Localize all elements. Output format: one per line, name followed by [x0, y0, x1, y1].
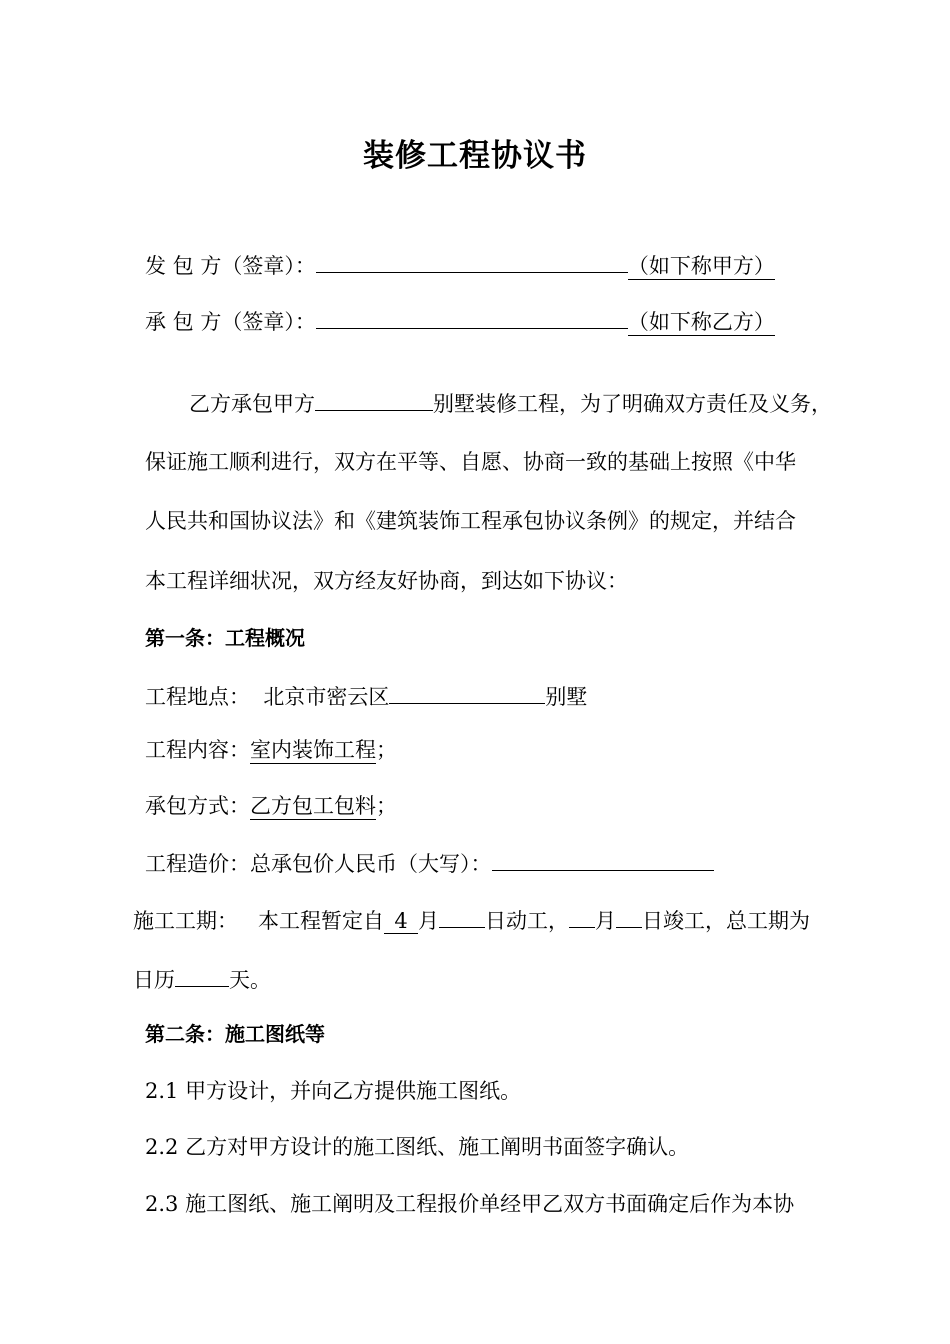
article-1-heading: 第一条：工程概况 — [145, 626, 305, 650]
article-2-heading: 第二条：施工图纸等 — [145, 1022, 325, 1046]
period-text: 日历 — [133, 968, 175, 992]
method-row — [145, 792, 397, 820]
content-label: 工程内容： — [145, 738, 250, 762]
location-suffix: 别墅 — [545, 685, 588, 709]
intro-line-3: 人民共和国协议法》和《建筑装饰工程承包协议条例》的规定，并结合 — [145, 509, 796, 533]
client-signature-blank[interactable] — [316, 250, 628, 273]
contractor-party-row — [145, 306, 775, 336]
cost-blank[interactable] — [492, 848, 714, 871]
period-row-2 — [133, 964, 271, 994]
intro-line-4: 本工程详细状况，双方经友好协商，到达如下协议： — [145, 569, 628, 593]
cost-row — [145, 848, 714, 878]
period-text: 月 — [595, 909, 617, 933]
location-row — [145, 681, 587, 711]
content-value: 室内装饰工程 — [250, 738, 376, 762]
intro-text: 别墅装修工程，为了明确双方责任及义务， — [433, 392, 832, 416]
total-days-blank[interactable] — [175, 964, 229, 987]
method-label: 承包方式： — [145, 794, 250, 818]
client-name-blank[interactable] — [315, 388, 433, 411]
method-end: ； — [376, 794, 397, 818]
location-blank[interactable] — [389, 681, 545, 704]
period-text: 月 — [418, 909, 440, 933]
client-suffix: （如下称甲方） — [627, 254, 775, 278]
article-2-item-2: 2.2 乙方对甲方设计的施工图纸、施工阐明书面签字确认。 — [145, 1135, 690, 1159]
period-text: 天。 — [229, 968, 271, 992]
period-text: 日竣工，总工期为 — [642, 909, 811, 933]
period-text: 本工程暂定自 — [258, 909, 385, 933]
period-row-1 — [133, 905, 810, 935]
article-2-item-3: 2.3 施工图纸、施工阐明及工程报价单经甲乙双方书面确定后作为本协 — [145, 1192, 795, 1216]
cost-label: 工程造价：总承包价人民币（大写）： — [145, 852, 492, 876]
client-label: 发 包 方（签章）： — [145, 254, 316, 278]
location-value: 北京市密云区 — [263, 685, 390, 709]
end-day-blank[interactable] — [616, 905, 642, 928]
period-label: 施工工期： — [133, 909, 238, 933]
location-label: 工程地点： — [145, 685, 250, 709]
content-row — [145, 736, 397, 764]
end-month-blank[interactable] — [569, 905, 595, 928]
start-month-field[interactable]: 4 — [384, 909, 418, 934]
content-end: ； — [376, 738, 397, 762]
intro-line-2: 保证施工顺利进行，双方在平等、自愿、协商一致的基础上按照《中华 — [145, 450, 796, 474]
intro-text: 乙方承包甲方 — [189, 392, 315, 416]
intro-line-1 — [189, 388, 832, 418]
article-2-item-1: 2.1 甲方设计，并向乙方提供施工图纸。 — [145, 1079, 522, 1103]
start-day-blank[interactable] — [439, 905, 485, 928]
contractor-suffix: （如下称乙方） — [627, 310, 775, 334]
contractor-signature-blank[interactable] — [316, 306, 628, 329]
document-title: 装修工程协议书 — [363, 138, 587, 174]
period-text: 日动工， — [485, 909, 570, 933]
client-party-row — [145, 250, 775, 280]
method-value: 乙方包工包料 — [250, 794, 376, 818]
contractor-label: 承 包 方（签章）： — [145, 310, 316, 334]
